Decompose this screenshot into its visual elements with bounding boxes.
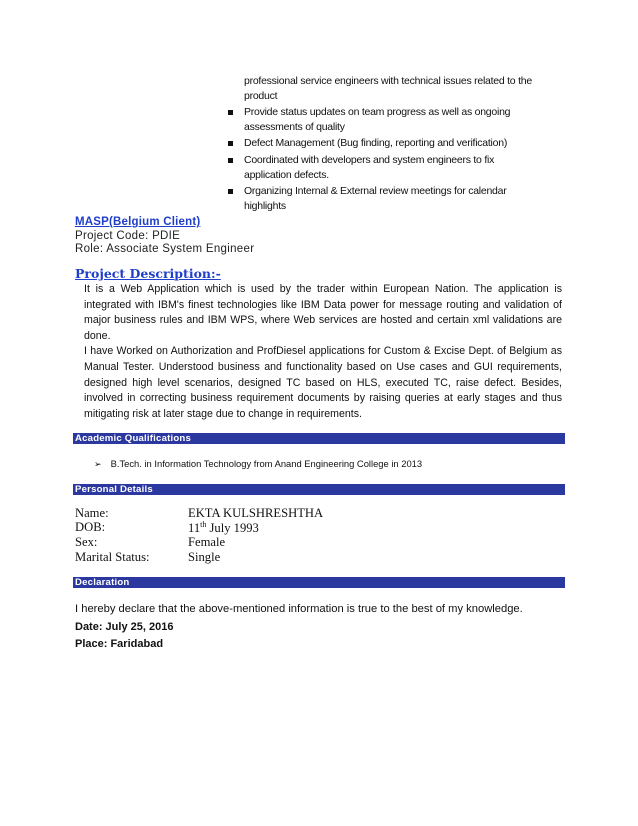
academic-item: ➢ B.Tech. in Information Technology from Anand Engineering College in 2013	[94, 458, 423, 469]
description-paragraph: I have Worked on Authorization and ProfDiesel applications for Custom & Excise Dept. of Belgium as Manual Tester. Understood business and functionality based on Use cases and GUI requirements, designed high level scenarios, designed TC based on HLS, executed TC, raise defect. Besides, involved in correcting business requirement documents by raising queries at early stages and thus mitigating risk at later stage due to change in requirements.	[84, 345, 562, 420]
square-bullet-icon	[228, 158, 233, 163]
declaration-date: Date: July 25, 2016	[75, 621, 174, 633]
square-bullet-icon	[228, 189, 233, 194]
personal-section-header: Personal Details	[73, 484, 565, 495]
list-item: Organizing Internal & External review meetings for calendar	[226, 184, 556, 199]
declaration-text: I hereby declare that the above-mentioned information is true to the best of my knowledge.	[75, 603, 523, 615]
list-item: assessments of quality	[244, 120, 345, 133]
responsibilities-list	[226, 74, 556, 215]
project-code: Project Code: PDIE	[75, 230, 181, 242]
list-item: Coordinated with developers and system engineers to fix	[226, 153, 556, 168]
list-item: highlights	[244, 199, 286, 212]
description-paragraph: It is a Web Application which is used by the trader within European Nation. The application is integrated with IBM's finest technologies like IBM Data power for message routing and validation of major business rules and IBM WPS, where Web services are hosted and certain xml validations are done.	[84, 283, 562, 342]
declaration-place: Place: Faridabad	[75, 638, 164, 650]
project-role: Role: Associate System Engineer	[75, 243, 255, 255]
arrow-bullet-icon: ➢	[94, 459, 102, 469]
list-item: Provide status updates on team progress as well as ongoing	[226, 105, 556, 120]
academic-section-header: Academic Qualifications	[73, 433, 565, 444]
square-bullet-icon	[228, 110, 233, 115]
declaration-section-header: Declaration	[73, 577, 565, 588]
project-title: MASP(Belgium Client)	[75, 216, 201, 228]
square-bullet-icon	[228, 141, 233, 146]
project-description-heading: Project Description:-	[75, 266, 221, 281]
list-item: Defect Management (Bug finding, reporting and verification)	[226, 136, 556, 151]
list-item: application defects.	[244, 168, 329, 181]
list-item: professional service engineers with technical issues related to the	[244, 75, 532, 87]
list-item: product	[244, 89, 278, 102]
project-description	[84, 282, 562, 422]
resume-page: professional service engineers with technical issues related to the product Provide status updates on team progress as well as ongoing assessments of quality Defect Management (Bug finding, reporting and verification) Coordinated with developers and system engineers to fix application defects. Organizing Internal & External review meetings for calendar highlights MASP(Belgium Client) Project Code: PDIE Role: Associate System Engineer Project Description:- It is a Web Application which is used by the trader within European Nation. The application is integrated with IBM's finest technologies like IBM Data power for message routing and validation of major business rules and IBM WPS, where Web services are hosted and certain xml validations are done. I have Worked on Authorization and ProfDiesel applications for Custom & Excise Dept. of Belgium as Manual Tester. Understood business and functionality based on Use cases and GUI requirements, designed high level scenarios, designed TC based on HLS, executed TC, raise defect. Besides, involved in correcting business requirement documents by raising queries at early stages and thus mitigating risk at later stage due to change in requirements. Academic Qualifications ➢ B.Tech. in Information Technology from Anand Engineering College in 2013 Personal Details Name: EKTA KULSHRESHTHA DOB: 11th July 1993 Sex: Female Marital Status: Single Declaration I hereby declare that the above-mentioned information is true to the best of my knowledge. Date: July 25, 2016 Place: Faridabad	[0, 0, 638, 826]
